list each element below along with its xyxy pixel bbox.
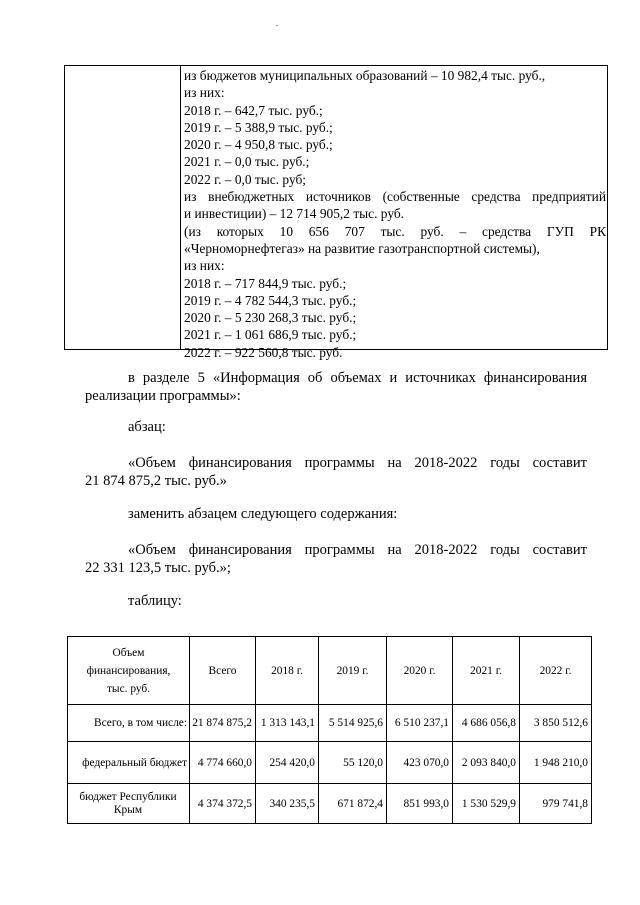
line-municipal-2020: 2020 г. – 4 950,8 тыс. руб.; <box>184 137 333 153</box>
row-label-crimea: бюджет Республики Крым <box>68 784 190 824</box>
line-extrabudget-2022: 2022 г. – 922 560,8 тыс. руб. <box>184 344 343 360</box>
paragraph-new-amount-line2: 22 331 123,5 тыс. руб.»; <box>85 559 231 576</box>
line-chernomorneftegaz-1: (из которых 10 656 707 тыс. руб. – средства ГУП РК <box>184 223 606 239</box>
line-municipal-2019: 2019 г. – 5 388,9 тыс. руб.; <box>184 119 333 135</box>
funding-sources-table <box>64 65 608 360</box>
cell-2018: 340 235,5 <box>256 784 319 824</box>
line-chernomorneftegaz-2: «Черноморнефтегаз» на развитие газотранспортной системы), <box>184 240 540 256</box>
cell-2018: 1 313 143,1 <box>256 705 319 742</box>
table-row <box>68 784 592 824</box>
table-row <box>68 705 592 742</box>
header-volume <box>68 637 190 705</box>
cell-2021: 1 530 529,9 <box>453 784 520 824</box>
line-extrabudget-2021: 2021 г. – 1 061 686,9 тыс. руб.; <box>184 327 357 343</box>
row-label-federal: федеральный бюджет <box>68 742 190 784</box>
cell-2022: 1 948 210,0 <box>520 742 592 784</box>
line-extrabudget-2020: 2020 г. – 5 230 268,3 тыс. руб.; <box>184 310 357 326</box>
line-extrabudget-2018: 2018 г. – 717 844,9 тыс. руб.; <box>184 275 347 291</box>
line-extrabudget-1: из внебюджетных источников (собственные средства предприятий <box>184 189 606 205</box>
cell-2022: 979 741,8 <box>520 784 592 824</box>
line-municipal-total: из бюджетов муниципальных образований – 10 982,4 тыс. руб., <box>184 68 546 83</box>
paragraph-abzac <box>128 419 166 437</box>
paragraph-table-intro-text: таблицу: <box>128 593 182 609</box>
paragraph-old-amount <box>85 455 587 490</box>
line-of-them: из них: <box>184 85 225 101</box>
cell-total: 4 774 660,0 <box>190 742 256 784</box>
cell-2022: 3 850 512,6 <box>520 705 592 742</box>
line-municipal-2021: 2021 г. – 0,0 тыс. руб.; <box>184 154 310 170</box>
header-2021: 2021 г. <box>453 637 520 705</box>
paragraph-new-amount <box>85 542 587 577</box>
paragraph-section5-line2: реализации программы»: <box>85 387 241 404</box>
cell-total: 21 874 875,2 <box>190 705 256 742</box>
paragraph-section5 <box>85 370 587 405</box>
cell-2021: 2 093 840,0 <box>453 742 520 784</box>
cell-2020: 851 993,0 <box>387 784 453 824</box>
header-2019: 2019 г. <box>319 637 387 705</box>
header-volume-line1: Объем <box>112 646 145 659</box>
cell-2019: 5 514 925,6 <box>319 705 387 742</box>
line-municipal-2022: 2022 г. – 0,0 тыс. руб; <box>184 171 306 187</box>
scan-speck <box>276 25 278 26</box>
table-column-divider <box>180 66 181 349</box>
paragraph-replace-text: заменить абзацем следующего содержания: <box>128 506 398 522</box>
row-label-total: Всего, в том числе: <box>68 705 190 742</box>
cell-2021: 4 686 056,8 <box>453 705 520 742</box>
header-2020: 2020 г. <box>387 637 453 705</box>
paragraph-table-intro <box>128 593 182 611</box>
line-municipal-2018: 2018 г. – 642,7 тыс. руб.; <box>184 102 323 118</box>
cell-2019: 671 872,4 <box>319 784 387 824</box>
paragraph-section5-line1: в разделе 5 «Информация об объемах и источниках финансирования <box>128 370 587 386</box>
header-2022: 2022 г. <box>520 637 592 705</box>
paragraph-replace <box>128 506 397 524</box>
line-extrabudget-2: и инвестиции) – 12 714 905,2 тыс. руб. <box>184 206 405 222</box>
header-volume-line2: финансирования, <box>86 664 171 677</box>
cell-2020: 423 070,0 <box>387 742 453 784</box>
paragraph-old-amount-line2: 21 874 875,2 тыс. руб.» <box>85 472 227 489</box>
line-of-them-2: из них: <box>184 258 225 274</box>
header-2018: 2018 г. <box>256 637 319 705</box>
line-extrabudget-2019: 2019 г. – 4 782 544,3 тыс. руб.; <box>184 292 357 308</box>
cell-2019: 55 120,0 <box>319 742 387 784</box>
cell-total: 4 374 372,5 <box>190 784 256 824</box>
paragraph-new-amount-line1: «Объем финансирования программы на 2018-2022 годы составит <box>128 542 587 558</box>
header-volume-line3: тыс. руб. <box>106 682 151 695</box>
financing-table <box>67 636 592 824</box>
table-header-row <box>68 637 592 705</box>
cell-2018: 254 420,0 <box>256 742 319 784</box>
paragraph-old-amount-line1: «Объем финансирования программы на 2018-2022 годы составит <box>128 455 587 471</box>
table-row <box>68 742 592 784</box>
funding-sources-cell <box>184 67 606 361</box>
header-total: Всего <box>190 637 256 705</box>
paragraph-abzac-text: абзац: <box>128 419 166 435</box>
cell-2020: 6 510 237,1 <box>387 705 453 742</box>
